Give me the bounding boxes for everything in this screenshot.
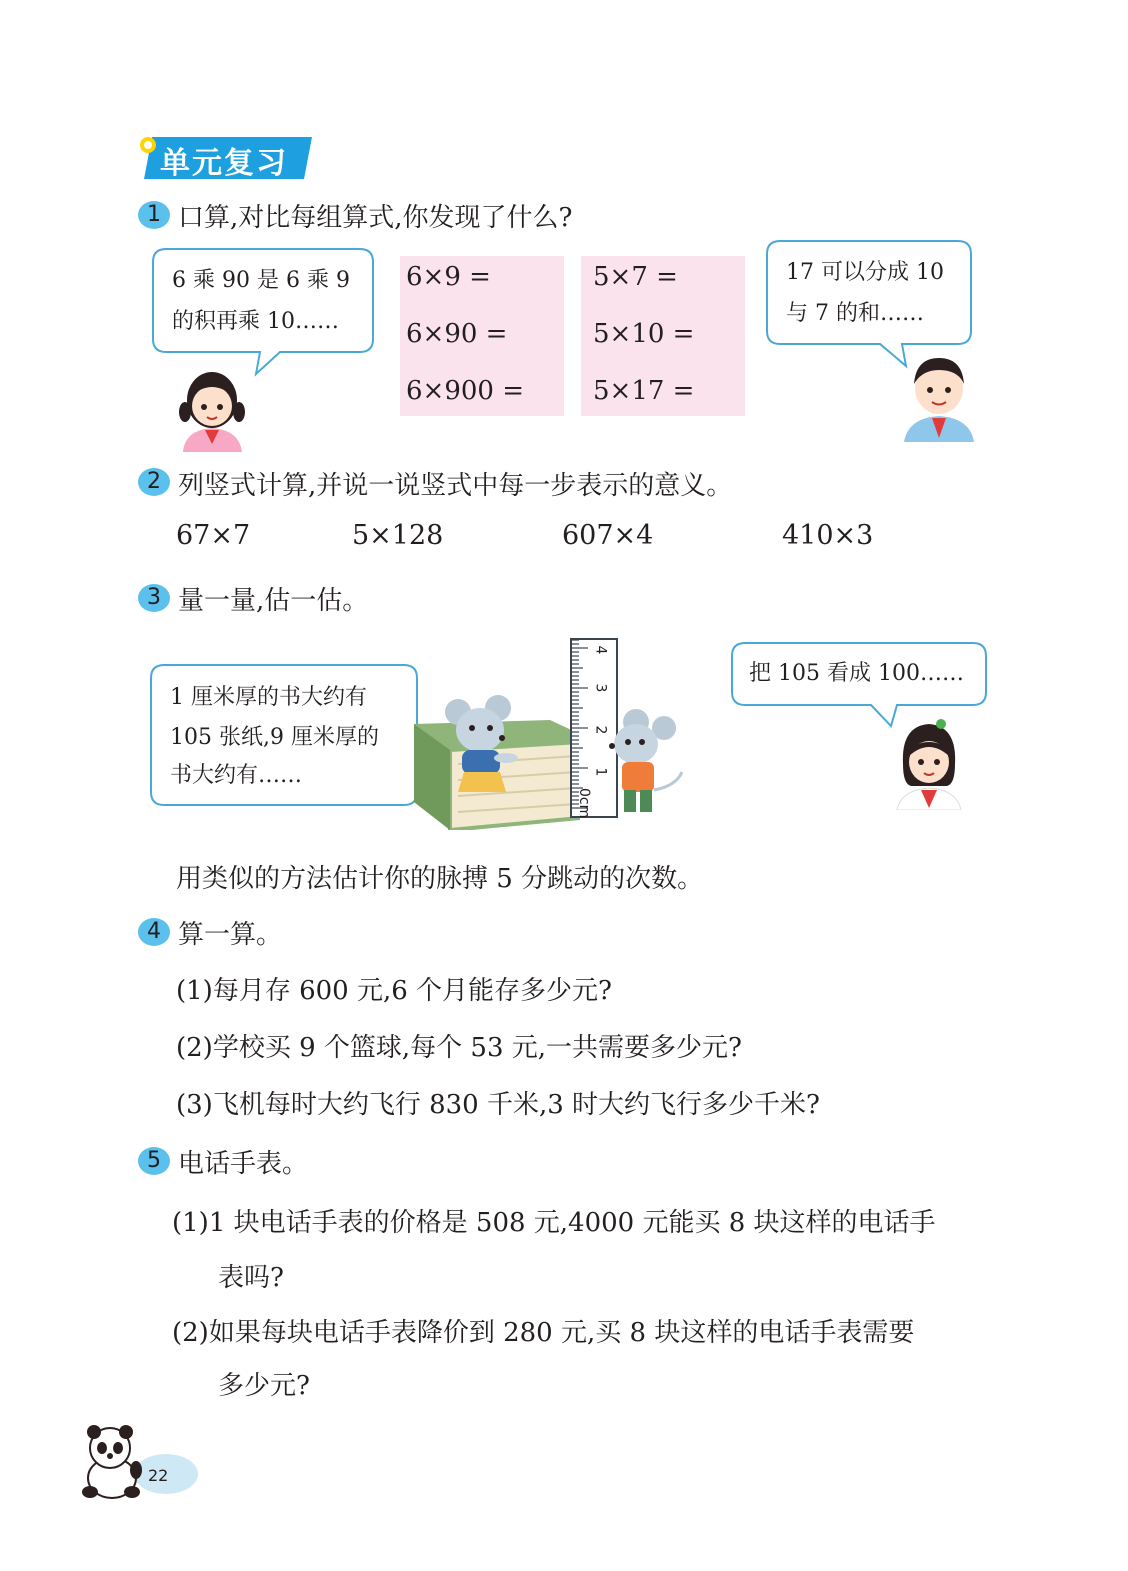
vertical-calc-expr: 410×3 [782,520,874,551]
bubble-line: 6 乘 90 是 6 乘 9 [172,268,350,293]
bubble-line: 与 7 的和…… [786,301,924,326]
question-number-badge: 1 [137,200,167,230]
girl-speech-bubble [152,248,374,354]
q1-prompt: 口算,对比每组算式,你发现了什么? [178,203,573,233]
bubble-line: 书大约有…… [170,763,303,788]
mouse-speech-bubble [150,664,418,806]
boy-speech-bubble [766,240,972,346]
girl2-illustration [893,712,965,810]
q5-item2-line2: 多少元? [218,1371,310,1401]
mouse-sitting-illustration [436,694,526,798]
vertical-calc-expr: 5×128 [352,520,444,551]
q5-item1-line2: 表吗? [218,1263,284,1293]
section-banner [138,137,312,179]
q5-item1-line1: (1)1 块电话手表的价格是 508 元,4000 元能买 8 块这样的电话手 [172,1208,936,1238]
q4-item: (3)飞机每时大约飞行 830 千米,3 时大约飞行多少千米? [176,1090,820,1120]
section-title: 单元复习 [160,146,288,181]
ruler-label: 1 [592,767,609,777]
bubble-line: 105 张纸,9 厘米厚的 [170,725,379,750]
calc-item: 6×9 = [406,262,491,292]
q5-prompt: 电话手表。 [178,1149,309,1179]
boy-illustration [900,348,978,442]
q2-prompt: 列竖式计算,并说一说竖式中每一步表示的意义。 [178,471,733,501]
calc-item: 6×900 = [406,376,525,406]
question-number-badge: 2 [137,467,167,497]
ruler-label: 0cm [576,788,592,819]
question-number-badge: 4 [137,917,167,947]
calc-item: 5×17 = [593,376,695,406]
girl-illustration [175,360,250,452]
ruler-label: 3 [592,683,609,693]
mouse-standing-illustration [606,706,686,818]
ruler-label: 4 [592,645,609,655]
question-number-badge: 3 [137,583,167,613]
q4-prompt: 算一算。 [178,920,283,950]
calc-item: 5×7 = [593,262,678,292]
calc-group-2 [581,256,745,416]
q4-item: (1)每月存 600 元,6 个月能存多少元? [176,976,612,1006]
vertical-calc-expr: 67×7 [176,520,251,551]
calc-item: 5×10 = [593,319,695,349]
calc-item: 6×90 = [406,319,508,349]
girl2-speech-bubble [731,642,987,706]
ruler-label: 2 [592,725,609,735]
q5-item2-line1: (2)如果每块电话手表降价到 280 元,买 8 块这样的电话手表需要 [172,1318,915,1348]
bubble-line: 17 可以分成 10 [786,260,944,285]
q4-item: (2)学校买 9 个篮球,每个 53 元,一共需要多少元? [176,1033,742,1063]
q3-prompt: 量一量,估一估。 [178,586,369,616]
calc-group-1 [400,256,564,416]
question-number-badge: 5 [137,1146,167,1176]
bubble-line: 1 厘米厚的书大约有 [170,685,367,710]
q3-followup: 用类似的方法估计你的脉搏 5 分跳动的次数。 [176,864,704,894]
bubble-line: 把 105 看成 100…… [749,661,964,686]
footer-panda [80,1424,200,1500]
bubble-line: 的积再乘 10…… [172,309,339,334]
vertical-calc-expr: 607×4 [562,520,654,551]
page-number: 22 [148,1466,169,1485]
